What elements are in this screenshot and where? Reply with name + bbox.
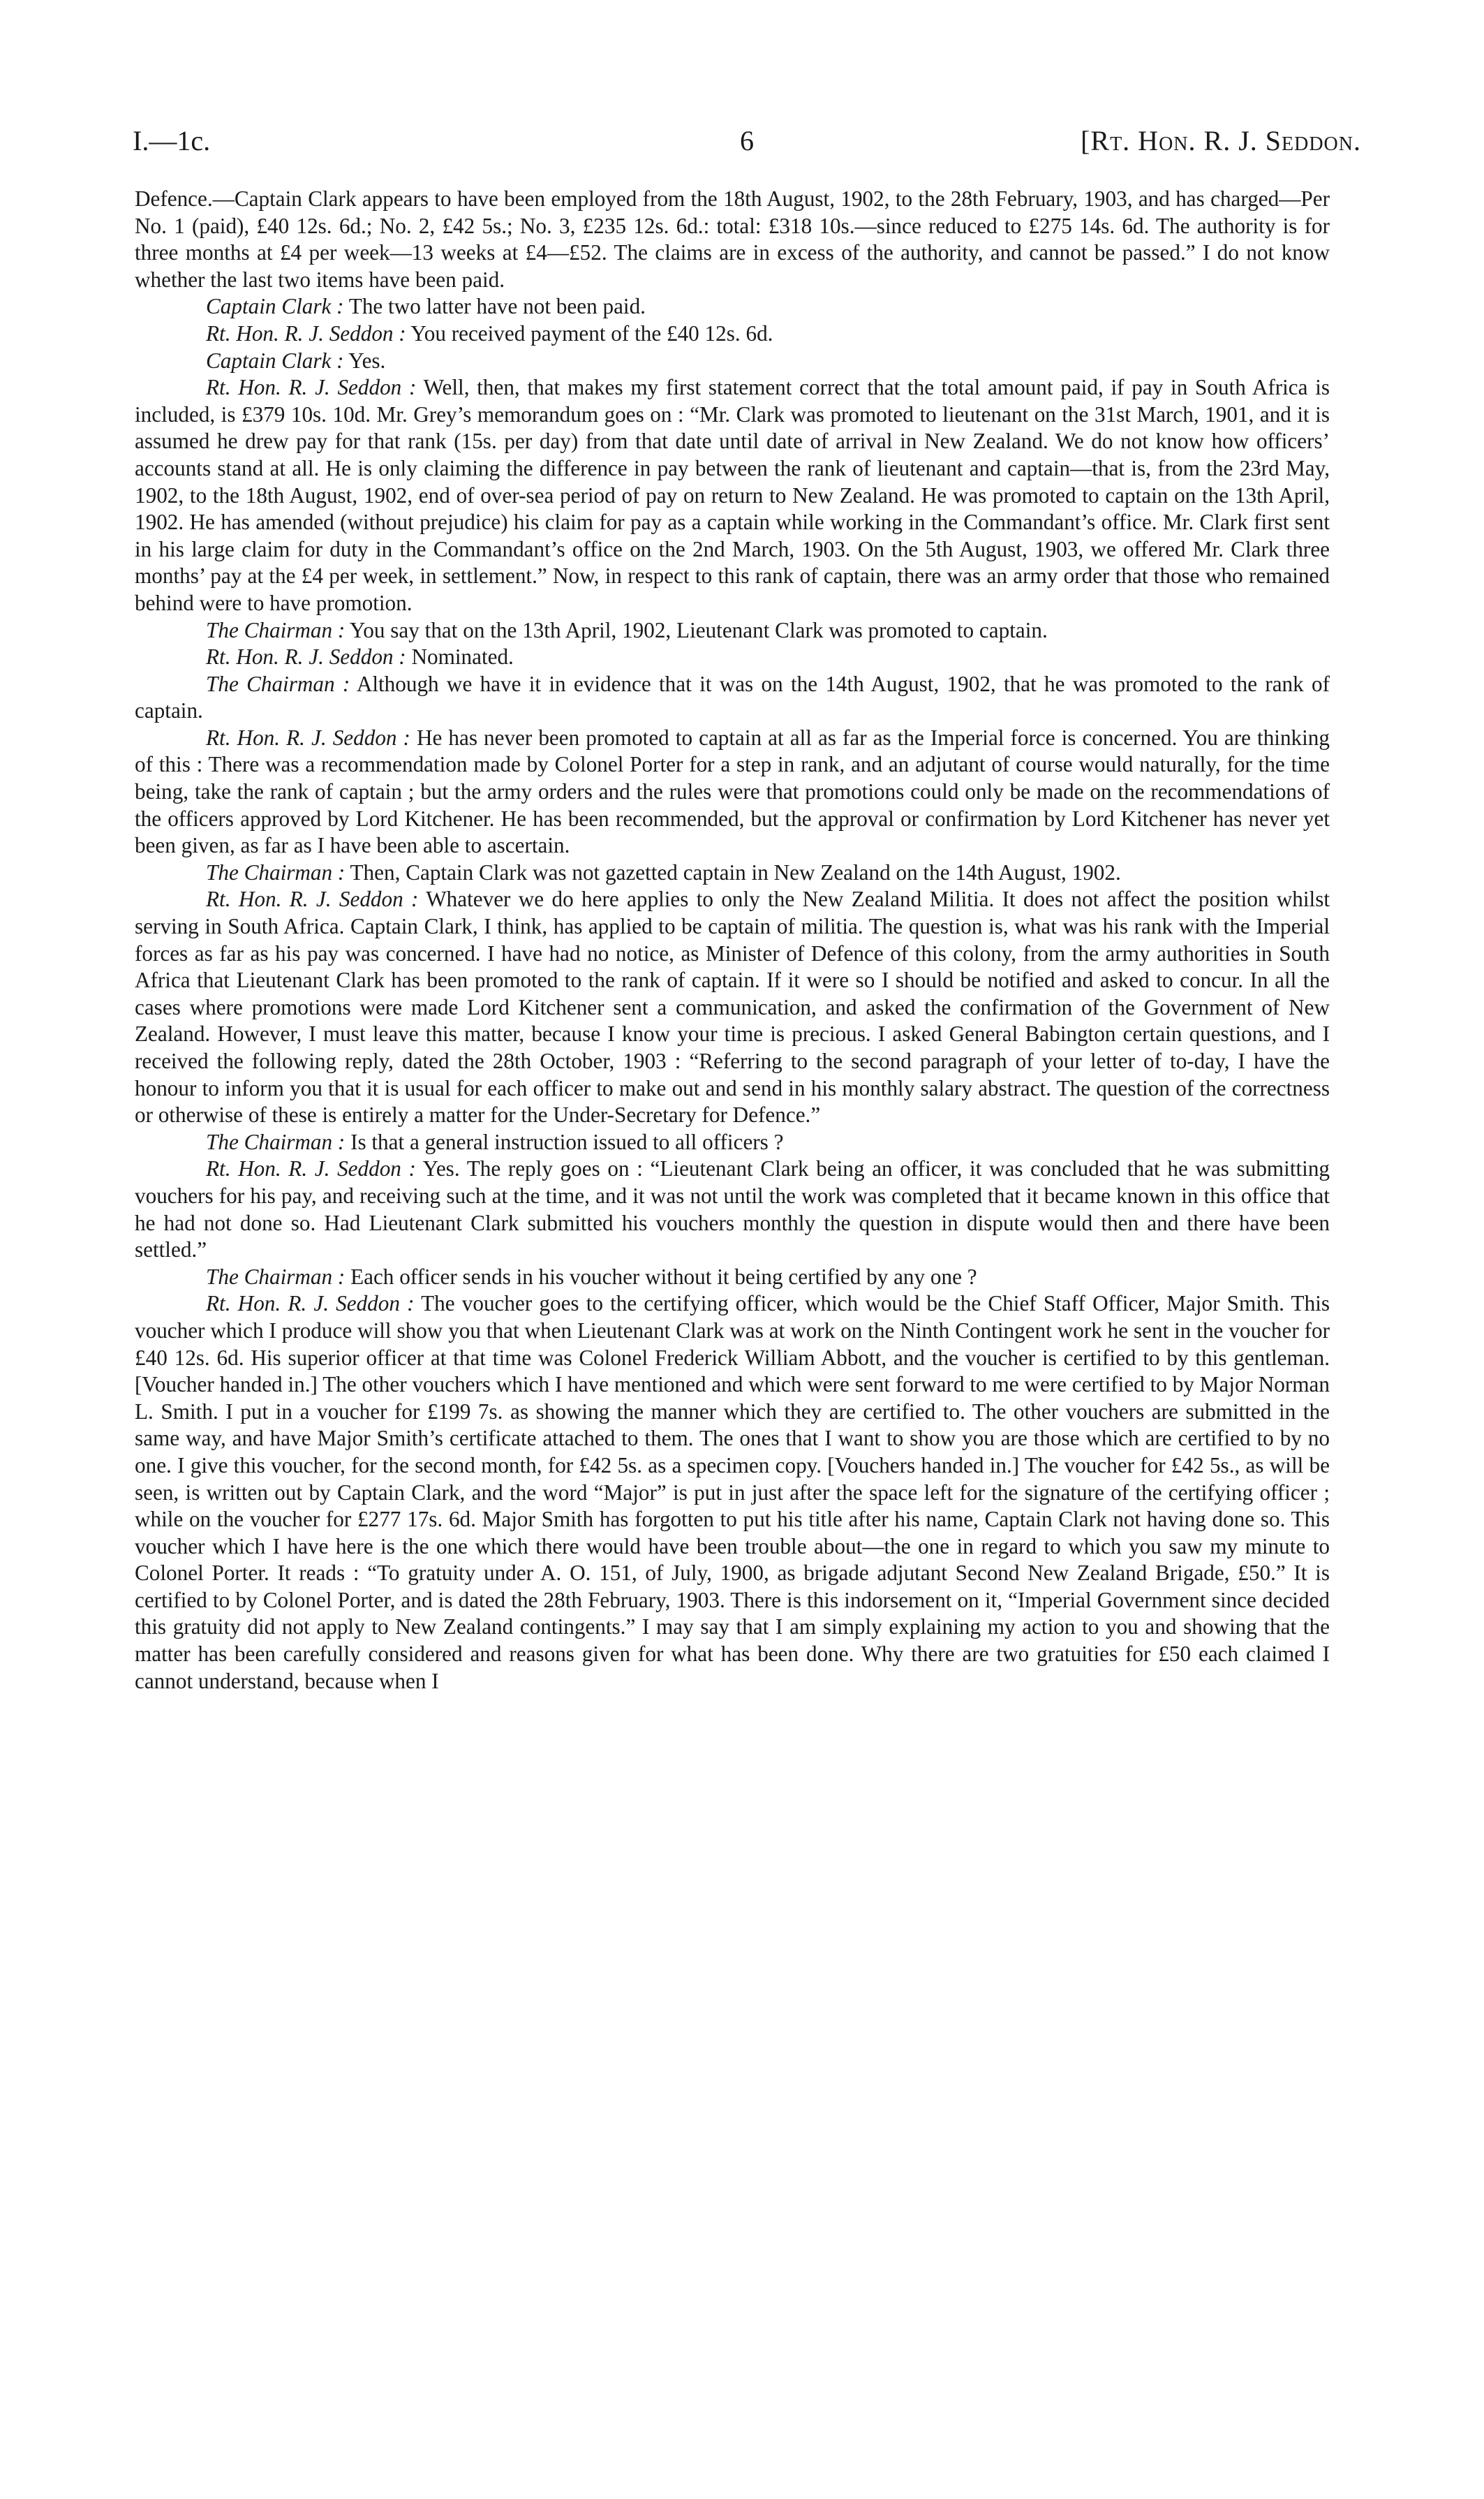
page-header [133,124,1361,166]
speaker-name: Rt. Hon. R. J. Seddon : [206,375,417,400]
paragraph [135,671,1330,725]
speaker-name: The Chairman : [206,1129,346,1154]
paragraph-text: Each officer sends in his voucher without it being certified by any one ? [350,1264,977,1289]
paragraph-text: Well, then, that makes my first statement correct that the total amount paid, if pay in South Africa is included, is £379 10s. 10d. Mr. Grey’s memorandum goes on : “Mr. Clark was promoted to lieutenant on the 31st March, 1901, and it is assumed he drew pay for that rank (15s. per day) from that date until date of arrival in New Zealand. We do not know how officers’ accounts stand at all. He is only claiming the difference in pay between the rank of lieutenant and captain—that is, from the 23rd May, 1902, to the 18th August, 1902, end of over-sea period of pay on return to New Zealand. He was promoted to captain on the 13th April, 1902. He has amended (without prejudice) his claim for pay as a captain while working in the Commandant’s office. Mr. Clark first sent in his large claim for duty in the Commandant’s office on the 2nd March, 1903. On the 5th August, 1903, we offered Mr. Clark three months’ pay at the £4 per week, in settlement.” Now, in respect to this rank of captain, there was an army order that those who remained behind were to have promotion. [135,375,1330,615]
running-head: [Rt. Hon. R. J. Seddon. [1081,125,1361,156]
transcript-body [135,186,1330,1695]
speaker-name: Captain Clark : [206,294,344,319]
speaker-name: The Chairman : [206,860,346,885]
paragraph [135,1129,1330,1156]
paragraph [135,374,1330,617]
paragraph-text: The voucher goes to the certifying officer, which would be the Chief Staff Officer, Major Smith. This voucher which I produce will show you that when Lieutenant Clark was at work on the Ninth Contingent work he sent in the voucher for £40 12s. 6d. His superior officer at that time was Colonel Frederick William Abbott, and the voucher is certified to by this gentleman. [Voucher handed in.] The other vouchers which I have mentioned and which were sent forward to me were certified to by Major Norman L. Smith. I put in a voucher for £199 7s. as showing the manner which they are certified to. The other vouchers are submitted in the same way, and have Major Smith’s certificate attached to them. The ones that I want to show you are those which are certified to by no one. I give this voucher, for the second month, for £42 5s. as a specimen copy. [Vouchers handed in.] The voucher for £42 5s., as will be seen, is written out by Captain Clark, and the word “Major” is put in just after the space left for the signature of the certifying officer ; while on the voucher for £277 17s. 6d. Major Smith has forgotten to put his title after his name, Captain Clark not having done so. This voucher which I have here is the one which there would have been trouble about—the one in regard to which you saw my minute to Colonel Porter. It reads : “To gratuity under A. O. 151, of July, 1900, as brigade adjutant Second New Zealand Brigade, £50.” It is certified to by Colonel Porter, and is dated the 28th February, 1903. There is this indorsement on it, “Imperial Government since decided this gratuity did not apply to New Zealand contingents.” I may say that I am simply explaining my action to you and showing that the matter has been carefully considered and reasons given for what has been done. Why there are two gratuities for £50 each claimed I cannot understand, because when I [135,1291,1330,1693]
paragraph [135,1290,1330,1695]
speaker-name: The Chairman : [206,617,346,642]
paragraph-text: Yes. The reply goes on : “Lieutenant Clark being an officer, it was concluded that he was submitting vouchers for his pay, and receiving such at the time, and it was not until the work was completed that it became known in this office that he had not done so. Had Lieutenant Clark submitted his vouchers monthly the question in dispute would then and there have been settled.” [135,1156,1330,1262]
paragraph [135,617,1330,644]
speaker-name: Rt. Hon. R. J. Seddon : [206,1156,416,1181]
paragraph-text: Yes. [348,348,386,373]
paragraph-text: Is that a general instruction issued to all officers ? [350,1129,784,1154]
paragraph [135,725,1330,860]
speaker-name: Rt. Hon. R. J. Seddon : [206,320,406,346]
speaker-name: Rt. Hon. R. J. Seddon : [206,644,406,670]
paragraph-text: You say that on the 13th April, 1902, Lieutenant Clark was promoted to captain. [349,617,1048,642]
paragraph [135,1264,1330,1291]
speaker-name: Rt. Hon. R. J. Seddon : [206,725,410,750]
paragraph [135,644,1330,671]
paragraph [135,293,1330,320]
speaker-name: Rt. Hon. R. J. Seddon : [206,887,419,912]
paragraph [135,886,1330,1128]
speaker-name: The Chairman : [206,671,350,696]
speaker-name: Captain Clark : [206,348,344,373]
paragraph-text: He has never been promoted to captain at all as far as the Imperial force is concerned. You are thinking of this : There was a recommendation made by Colonel Porter for a step in rank, and an adjutant of course would naturally, for the time being, take the rank of captain ; but the army orders and the rules were that promotions could only be made on the recommendations of the officers approved by Lord Kitchener. He has been recommended, but the approval or confirmation by Lord Kitchener has never yet been given, as far as I have been able to ascertain. [135,725,1330,858]
page-number: 6 [740,125,754,156]
paragraph [135,860,1330,887]
paragraph [135,1156,1330,1263]
paragraph-text: Defence.—Captain Clark appears to have been employed from the 18th August, 1902, to the 28th February, 1903, and has charged—Per No. 1 (paid), £40 12s. 6d.; No. 2, £42 5s.; No. 3, £235 12s. 6d.: total: £318 10s.—since reduced to £275 14s. 6d. The authority is for three months at £4 per week—13 weeks at £4—£52. The claims are in excess of the authority, and cannot be passed.” I do not know whether the last two items have been paid. [135,186,1330,292]
paper-reference: I.—1c. [133,125,211,156]
paragraph-text: Whatever we do here applies to only the New Zealand Militia. It does not affect the position whilst serving in South Africa. Captain Clark, I think, has applied to be captain of militia. The question is, what was his rank with the Imperial forces as far as his pay was concerned. I have had no notice, as Minister of Defence of this colony, from the army authorities in South Africa that Lieutenant Clark has been promoted to the rank of captain. If it were so I should be notified and asked to concur. In all the cases where promotions were made Lord Kitchener sent a communication, and asked the confirmation of the Government of New Zealand. However, I must leave this matter, because I know your time is precious. I asked General Babington certain questions, and I received the following reply, dated the 28th October, 1903 : “Referring to the second paragraph of your letter of to-day, I have the honour to inform you that it is usual for each officer to make out and send in his monthly salary abstract. The question of the correctness or otherwise of these is entirely a matter for the Under-Secretary for Defence.” [135,887,1330,1128]
paragraph-text: Although we have it in evidence that it was on the 14th August, 1902, that he was promoted to the rank of captain. [135,671,1330,723]
paragraph [135,348,1330,375]
paragraph [135,320,1330,348]
paragraph-text: Nominated. [411,644,514,670]
paragraph-text: Then, Captain Clark was not gazetted captain in New Zealand on the 14th August, 1902. [350,860,1121,885]
paragraph [135,186,1330,293]
paragraph-text: You received payment of the £40 12s. 6d. [410,320,773,346]
paragraph-text: The two latter have not been paid. [348,294,646,319]
speaker-name: The Chairman : [206,1264,346,1289]
speaker-name: Rt. Hon. R. J. Seddon : [206,1291,415,1316]
